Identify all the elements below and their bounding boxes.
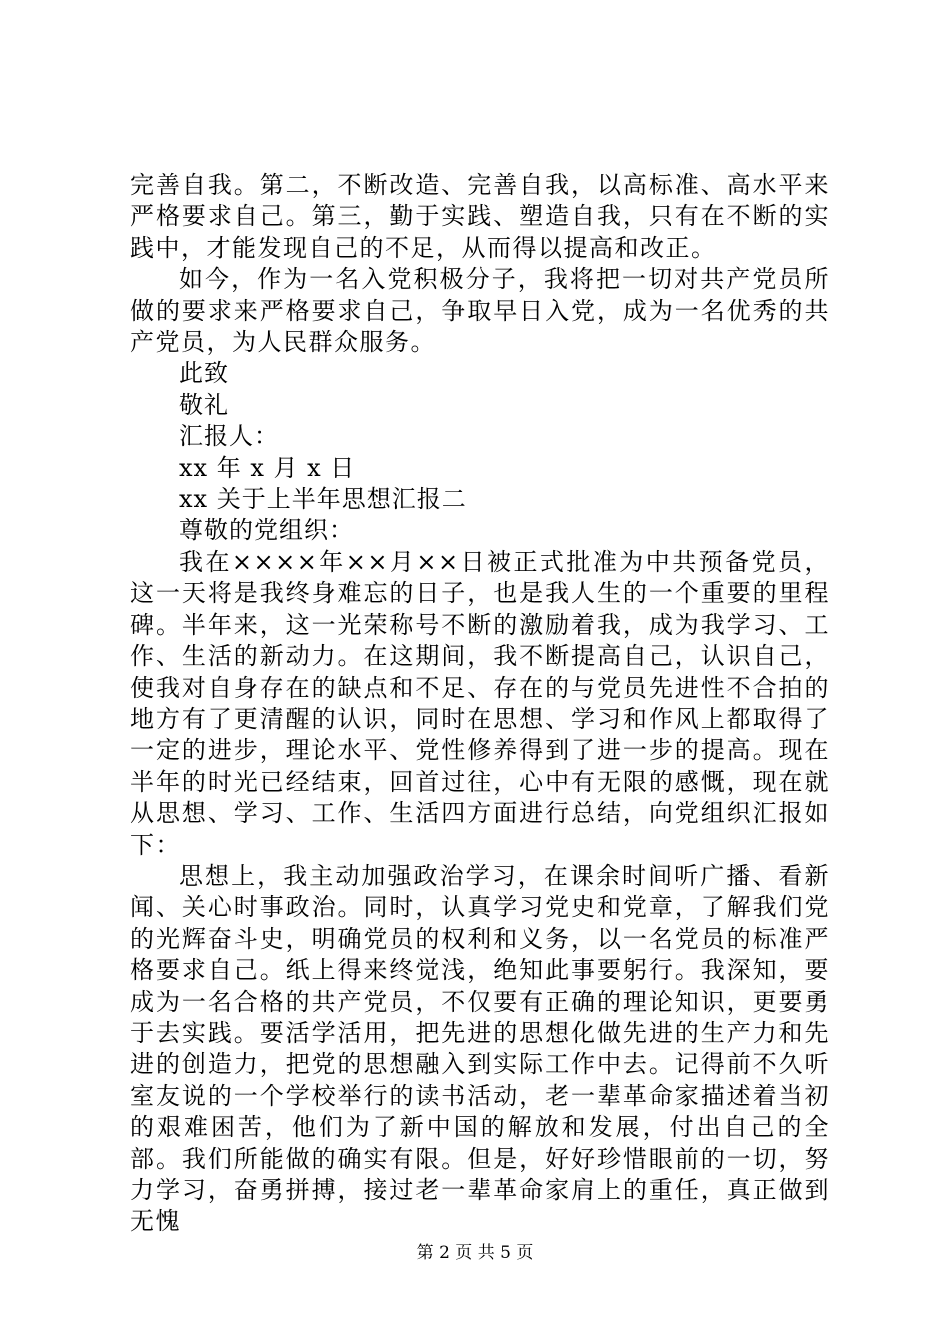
paragraph-continuation: 完善自我。第二，不断改造、完善自我，以高标准、高水平来严格要求自己。第三，勤于实践、塑造自我，只有在不断的实践中，才能发现自己的不足，从而得以提高和改正。	[130, 171, 830, 262]
report-date: xx 年 x 月 x 日	[179, 453, 356, 482]
section-title: xx 关于上半年思想汇报二	[179, 485, 467, 514]
salutation-cizhi: 此致	[179, 359, 229, 388]
paragraph-commitment: 如今，作为一名入党积极分子，我将把一切对共产党员所做的要求来严格要求自己，争取早日入党，成为一名优秀的共产党员，为人民群众服务。	[130, 265, 830, 357]
page-footer	[0, 1242, 950, 1264]
reporter-label: 汇报人：	[179, 422, 279, 451]
paragraph-thought: 思想上，我主动加强政治学习，在课余时间听广播、看新闻、关心时事政治。同时，认真学习党史和党章，了解我们党的光辉奋斗史，明确党员的权利和义务，以一名党员的标准严格要求自己。纸上得来终觉浅，绝知此事要躬行。我深知，要成为一名合格的共产党员，不仅要有正确的理论知识，更要勇于去实践。要活学活用，把先进的思想化做先进的生产力和先进的创造力，把党的思想融入到实际工作中去。记得前不久听室友说的一个学校举行的读书活动，老一辈革命家描述着当初的艰难困苦，他们为了新中国的解放和发展，付出自己的全部。我们所能做的确实有限。但是，好好珍惜眼前的一切，努力学习，奋勇拼搏，接过老一辈革命家肩上的重任，真正做到无愧	[130, 861, 830, 1236]
document-body	[130, 170, 830, 1238]
greeting: 尊敬的党组织：	[179, 516, 354, 545]
paragraph-intro: 我在××××年××月××日被正式批准为中共预备党员，这一天将是我终身难忘的日子，也是我人生的一个重要的里程碑。半年来，这一光荣称号不断的激励着我，成为我学习、工作、生活的新动力。在这期间，我不断提高自己，认识自己，使我对自身存在的缺点和不足、存在的与党员先进性不合拍的地方有了更清醒的认识，同时在思想、学习和作风上都取得了一定的进步，理论水平、党性修养得到了进一步的提高。现在半年的时光已经结束，回首过往，心中有无限的感慨，现在就从思想、学习、工作、生活四方面进行总结，向党组织汇报如下：	[130, 547, 830, 859]
salutation-jingli: 敬礼	[179, 390, 229, 419]
page-indicator: 第 2 页 共 5 页	[416, 1243, 534, 1263]
